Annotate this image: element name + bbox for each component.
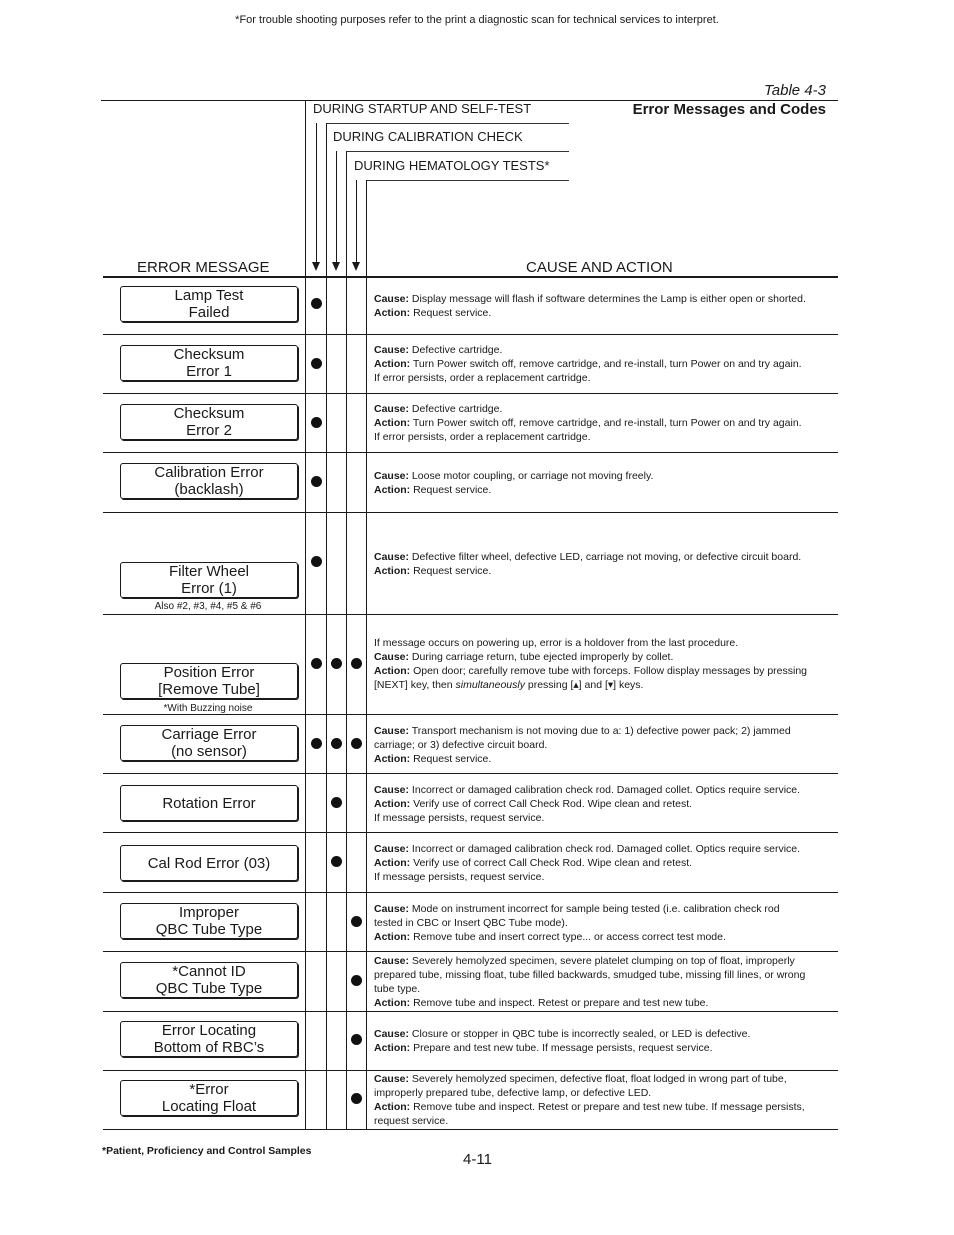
dot-hematology [351, 916, 362, 927]
cause-action-label: Cause: [374, 784, 410, 796]
cause-action-label: Cause: [374, 903, 410, 915]
cause-action-detail: During carriage return, tube ejected improperly by collet. [409, 651, 674, 663]
dot-startup [311, 476, 322, 487]
arrow-down-icon [332, 262, 340, 271]
cause-action-detail: tube type. [374, 983, 421, 995]
cause-action-label: Action: [374, 484, 411, 496]
row-rule [103, 393, 838, 394]
cause-action-line [374, 954, 836, 968]
cause-action-line [374, 343, 836, 357]
cause-action-line [374, 371, 836, 385]
cause-action-detail: Incorrect or damaged calibration check rod. Damaged collet. Optics require service. [409, 843, 801, 855]
cause-action-label: Cause: [374, 955, 410, 967]
header-top-rule [101, 100, 305, 101]
cause-action-text [374, 783, 836, 825]
cause-action-detail: Turn Power switch off, remove cartridge, and re-install, turn Power on and try again. [410, 358, 802, 370]
cause-action-line [374, 678, 836, 692]
cause-action-line [374, 650, 836, 664]
row-rule [103, 334, 838, 335]
cause-action-line [374, 738, 836, 752]
cause-action-text [374, 292, 836, 320]
cause-action-detail: If error persists, order a replacement cartridge. [374, 431, 591, 443]
cause-action-line [374, 842, 836, 856]
cause-action-label: Action: [374, 1042, 411, 1054]
dot-hematology [351, 658, 362, 669]
dot-calibration [331, 856, 342, 867]
cause-action-line [374, 930, 836, 944]
phase-rule-hematology [346, 151, 569, 152]
page-number: 4-11 [463, 1151, 492, 1168]
cause-action-line [374, 996, 836, 1010]
row-rule [103, 951, 838, 952]
cause-action-label: Cause: [374, 470, 410, 482]
cause-action-text [374, 1072, 836, 1128]
cause-action-line [374, 469, 836, 483]
cause-action-label: Cause: [374, 1028, 410, 1040]
phase-calibration-label: DURING CALIBRATION CHECK [333, 129, 523, 144]
table-title: Error Messages and Codes [632, 101, 826, 118]
cause-action-line [374, 1100, 836, 1114]
error-message-box: Checksum Error 2 [120, 404, 298, 440]
row-rule [103, 512, 838, 513]
cause-action-line [374, 1086, 836, 1100]
cause-action-text [374, 842, 836, 884]
column-divider-calibration [326, 123, 327, 1129]
cause-action-detail: If message occurs on powering up, error is a holdover from the last procedure. [374, 637, 739, 649]
dot-startup [311, 417, 322, 428]
dot-calibration [331, 797, 342, 808]
cause-action-detail: Verify use of correct Call Check Rod. Wipe clean and retest. [410, 798, 693, 810]
cause-action-detail: Request service. [410, 484, 492, 496]
cause-action-label: Action: [374, 997, 411, 1009]
cause-action-text [374, 724, 836, 766]
table-bottom-rule [103, 1129, 838, 1130]
cause-action-detail: Display message will flash if software determines the Lamp is either open or shorted. [409, 293, 806, 305]
cause-action-line [374, 292, 836, 306]
cause-action-detail: Defective cartridge. [409, 344, 503, 356]
cause-action-text [374, 902, 836, 944]
phase-hematology-label: DURING HEMATOLOGY TESTS* [354, 158, 550, 173]
cause-action-text [374, 550, 836, 578]
cause-action-detail: Severely hemolyzed specimen, defective float, float lodged in wrong part of tube, [409, 1073, 787, 1085]
phase-startup-label: DURING STARTUP AND SELF-TEST [313, 101, 532, 116]
dot-hematology [351, 1093, 362, 1104]
error-message-box: Position Error [Remove Tube] [120, 663, 298, 699]
cause-action-label: Action: [374, 798, 411, 810]
row-rule [103, 452, 838, 453]
row-rule [103, 832, 838, 833]
dot-startup [311, 358, 322, 369]
error-subnote: *With Buzzing noise [163, 703, 253, 714]
cause-action-detail: If error persists, order a replacement cartridge. [374, 372, 591, 384]
dot-calibration [331, 738, 342, 749]
cause-action-detail: prepared tube, missing float, tube filled backwards, smudged tube, missing fill lines, or wrong [374, 969, 806, 981]
cause-action-detail: request service. [374, 1115, 449, 1127]
cause-action-line [374, 1027, 836, 1041]
cause-action-label: Cause: [374, 403, 410, 415]
phase-rule-end [366, 180, 569, 181]
cause-action-line [374, 416, 836, 430]
cause-action-detail: Remove tube and inspect. Retest or prepare and test new tube. [410, 997, 709, 1009]
cause-action-text [374, 1027, 836, 1055]
cause-action-label: Action: [374, 857, 411, 869]
cause-action-label: Cause: [374, 725, 410, 737]
dot-startup [311, 556, 322, 567]
cause-action-line [374, 483, 836, 497]
cause-action-label: Action: [374, 665, 411, 677]
error-subnote: Also #2, #3, #4, #5 & #6 [154, 601, 262, 612]
cause-action-line [374, 564, 836, 578]
cause-action-detail: Severely hemolyzed specimen, severe platelet clumping on top of float, improperly [409, 955, 795, 967]
cause-action-label: Cause: [374, 344, 410, 356]
dot-startup [311, 738, 322, 749]
cause-action-detail: Loose motor coupling, or carriage not moving freely. [409, 470, 654, 482]
cause-action-label: Cause: [374, 843, 410, 855]
cause-action-line [374, 1072, 836, 1086]
error-message-box: Checksum Error 1 [120, 345, 298, 381]
cause-action-detail: Open door; carefully remove tube with forceps. Follow display messages by pressing [410, 665, 808, 677]
cause-action-line [374, 306, 836, 320]
cause-action-detail: Defective cartridge. [409, 403, 503, 415]
cause-action-label: Action: [374, 358, 411, 370]
cause-action-detail: Incorrect or damaged calibration check rod. Damaged collet. Optics require service. [409, 784, 801, 796]
arrow-down-icon [312, 262, 320, 271]
error-message-header: ERROR MESSAGE [137, 259, 270, 276]
cause-action-detail: improperly prepared tube, defective lamp, or defective LED. [374, 1087, 652, 1099]
cause-action-detail: [NEXT] key, then simultaneously pressing [▴] and [▾] keys. [374, 679, 644, 691]
dot-startup [311, 658, 322, 669]
cause-action-label: Cause: [374, 1073, 410, 1085]
dot-hematology [351, 1034, 362, 1045]
cause-action-line [374, 664, 836, 678]
error-message-box: Filter Wheel Error (1) [120, 562, 298, 598]
row-rule [103, 276, 838, 278]
cause-action-detail: Prepare and test new tube. If message persists, request service. [410, 1042, 713, 1054]
cause-action-label: Action: [374, 417, 411, 429]
row-rule [103, 614, 838, 615]
cause-action-label: Action: [374, 307, 411, 319]
cause-action-detail: If message persists, request service. [374, 812, 545, 824]
table-number: Table 4-3 [764, 82, 826, 99]
cause-action-detail: Remove tube and inspect. Retest or prepare and test new tube. If message persists, [410, 1101, 805, 1113]
top-note: *For trouble shooting purposes refer to the print a diagnostic scan for technical services to interpret. [235, 14, 719, 26]
row-rule [103, 714, 838, 715]
cause-action-label: Action: [374, 1101, 411, 1113]
arrow-line-startup [316, 123, 317, 263]
cause-action-text [374, 343, 836, 385]
cause-action-line [374, 402, 836, 416]
cause-action-line [374, 752, 836, 766]
cause-action-line [374, 870, 836, 884]
phase-rule-calibration [326, 123, 569, 124]
cause-action-line [374, 550, 836, 564]
dot-hematology [351, 738, 362, 749]
cause-action-line [374, 430, 836, 444]
cause-action-line [374, 811, 836, 825]
cause-action-text [374, 469, 836, 497]
row-rule [103, 1070, 838, 1071]
cause-action-label: Cause: [374, 651, 410, 663]
dot-hematology [351, 975, 362, 986]
cause-action-line [374, 982, 836, 996]
arrow-line-calibration [336, 151, 337, 263]
dot-calibration [331, 658, 342, 669]
column-divider-hematology [346, 151, 347, 1129]
row-rule [103, 1011, 838, 1012]
cause-action-text [374, 954, 836, 1010]
cause-action-label: Cause: [374, 551, 410, 563]
cause-action-line [374, 797, 836, 811]
cause-action-line [374, 1041, 836, 1055]
cause-action-detail: Mode on instrument incorrect for sample being tested (i.e. calibration check rod [409, 903, 780, 915]
cause-action-detail: Closure or stopper in QBC tube is incorrectly sealed, or LED is defective. [409, 1028, 751, 1040]
cause-action-label: Action: [374, 931, 411, 943]
cause-action-text [374, 402, 836, 444]
error-message-box: Improper QBC Tube Type [120, 903, 298, 939]
error-message-box: Carriage Error (no sensor) [120, 725, 298, 761]
error-message-box: Lamp Test Failed [120, 286, 298, 322]
cause-action-detail: Defective filter wheel, defective LED, carriage not moving, or defective circuit board. [409, 551, 802, 563]
column-divider-cause [366, 180, 367, 1129]
cause-action-detail: If message persists, request service. [374, 871, 545, 883]
cause-action-detail: carriage; or 3) defective circuit board. [374, 739, 548, 751]
cause-action-line [374, 783, 836, 797]
cause-action-line [374, 856, 836, 870]
cause-action-detail: Request service. [410, 307, 492, 319]
cause-action-label: Cause: [374, 293, 410, 305]
error-message-box: Cal Rod Error (03) [120, 845, 298, 881]
cause-action-detail: Request service. [410, 753, 492, 765]
cause-action-detail: Request service. [410, 565, 492, 577]
cause-action-detail: Transport mechanism is not moving due to a: 1) defective power pack; 2) jammed [409, 725, 791, 737]
error-message-box: Error Locating Bottom of RBC’s [120, 1021, 298, 1057]
cause-action-detail: Verify use of correct Call Check Rod. Wipe clean and retest. [410, 857, 693, 869]
cause-action-detail: tested in CBC or Insert QBC Tube mode). [374, 917, 568, 929]
cause-action-detail: Remove tube and insert correct type... or access correct test mode. [410, 931, 726, 943]
cause-action-line [374, 1114, 836, 1128]
row-rule [103, 773, 838, 774]
cause-action-line [374, 968, 836, 982]
arrow-down-icon [352, 262, 360, 271]
error-message-box: Rotation Error [120, 785, 298, 821]
cause-action-detail: Turn Power switch off, remove cartridge, and re-install, turn Power on and try again. [410, 417, 802, 429]
dot-startup [311, 298, 322, 309]
cause-action-header: CAUSE AND ACTION [526, 259, 673, 276]
error-message-box: *Cannot ID QBC Tube Type [120, 962, 298, 998]
footnote: *Patient, Proficiency and Control Samples [102, 1145, 312, 1157]
error-message-box: *Error Locating Float [120, 1080, 298, 1116]
cause-action-line [374, 724, 836, 738]
cause-action-line [374, 636, 836, 650]
cause-action-text [374, 636, 836, 692]
arrow-line-hematology [356, 180, 357, 263]
row-rule [103, 892, 838, 893]
cause-action-label: Action: [374, 565, 411, 577]
cause-action-label: Action: [374, 753, 411, 765]
cause-action-line [374, 916, 836, 930]
cause-action-line [374, 357, 836, 371]
cause-action-line [374, 902, 836, 916]
error-message-box: Calibration Error (backlash) [120, 463, 298, 499]
